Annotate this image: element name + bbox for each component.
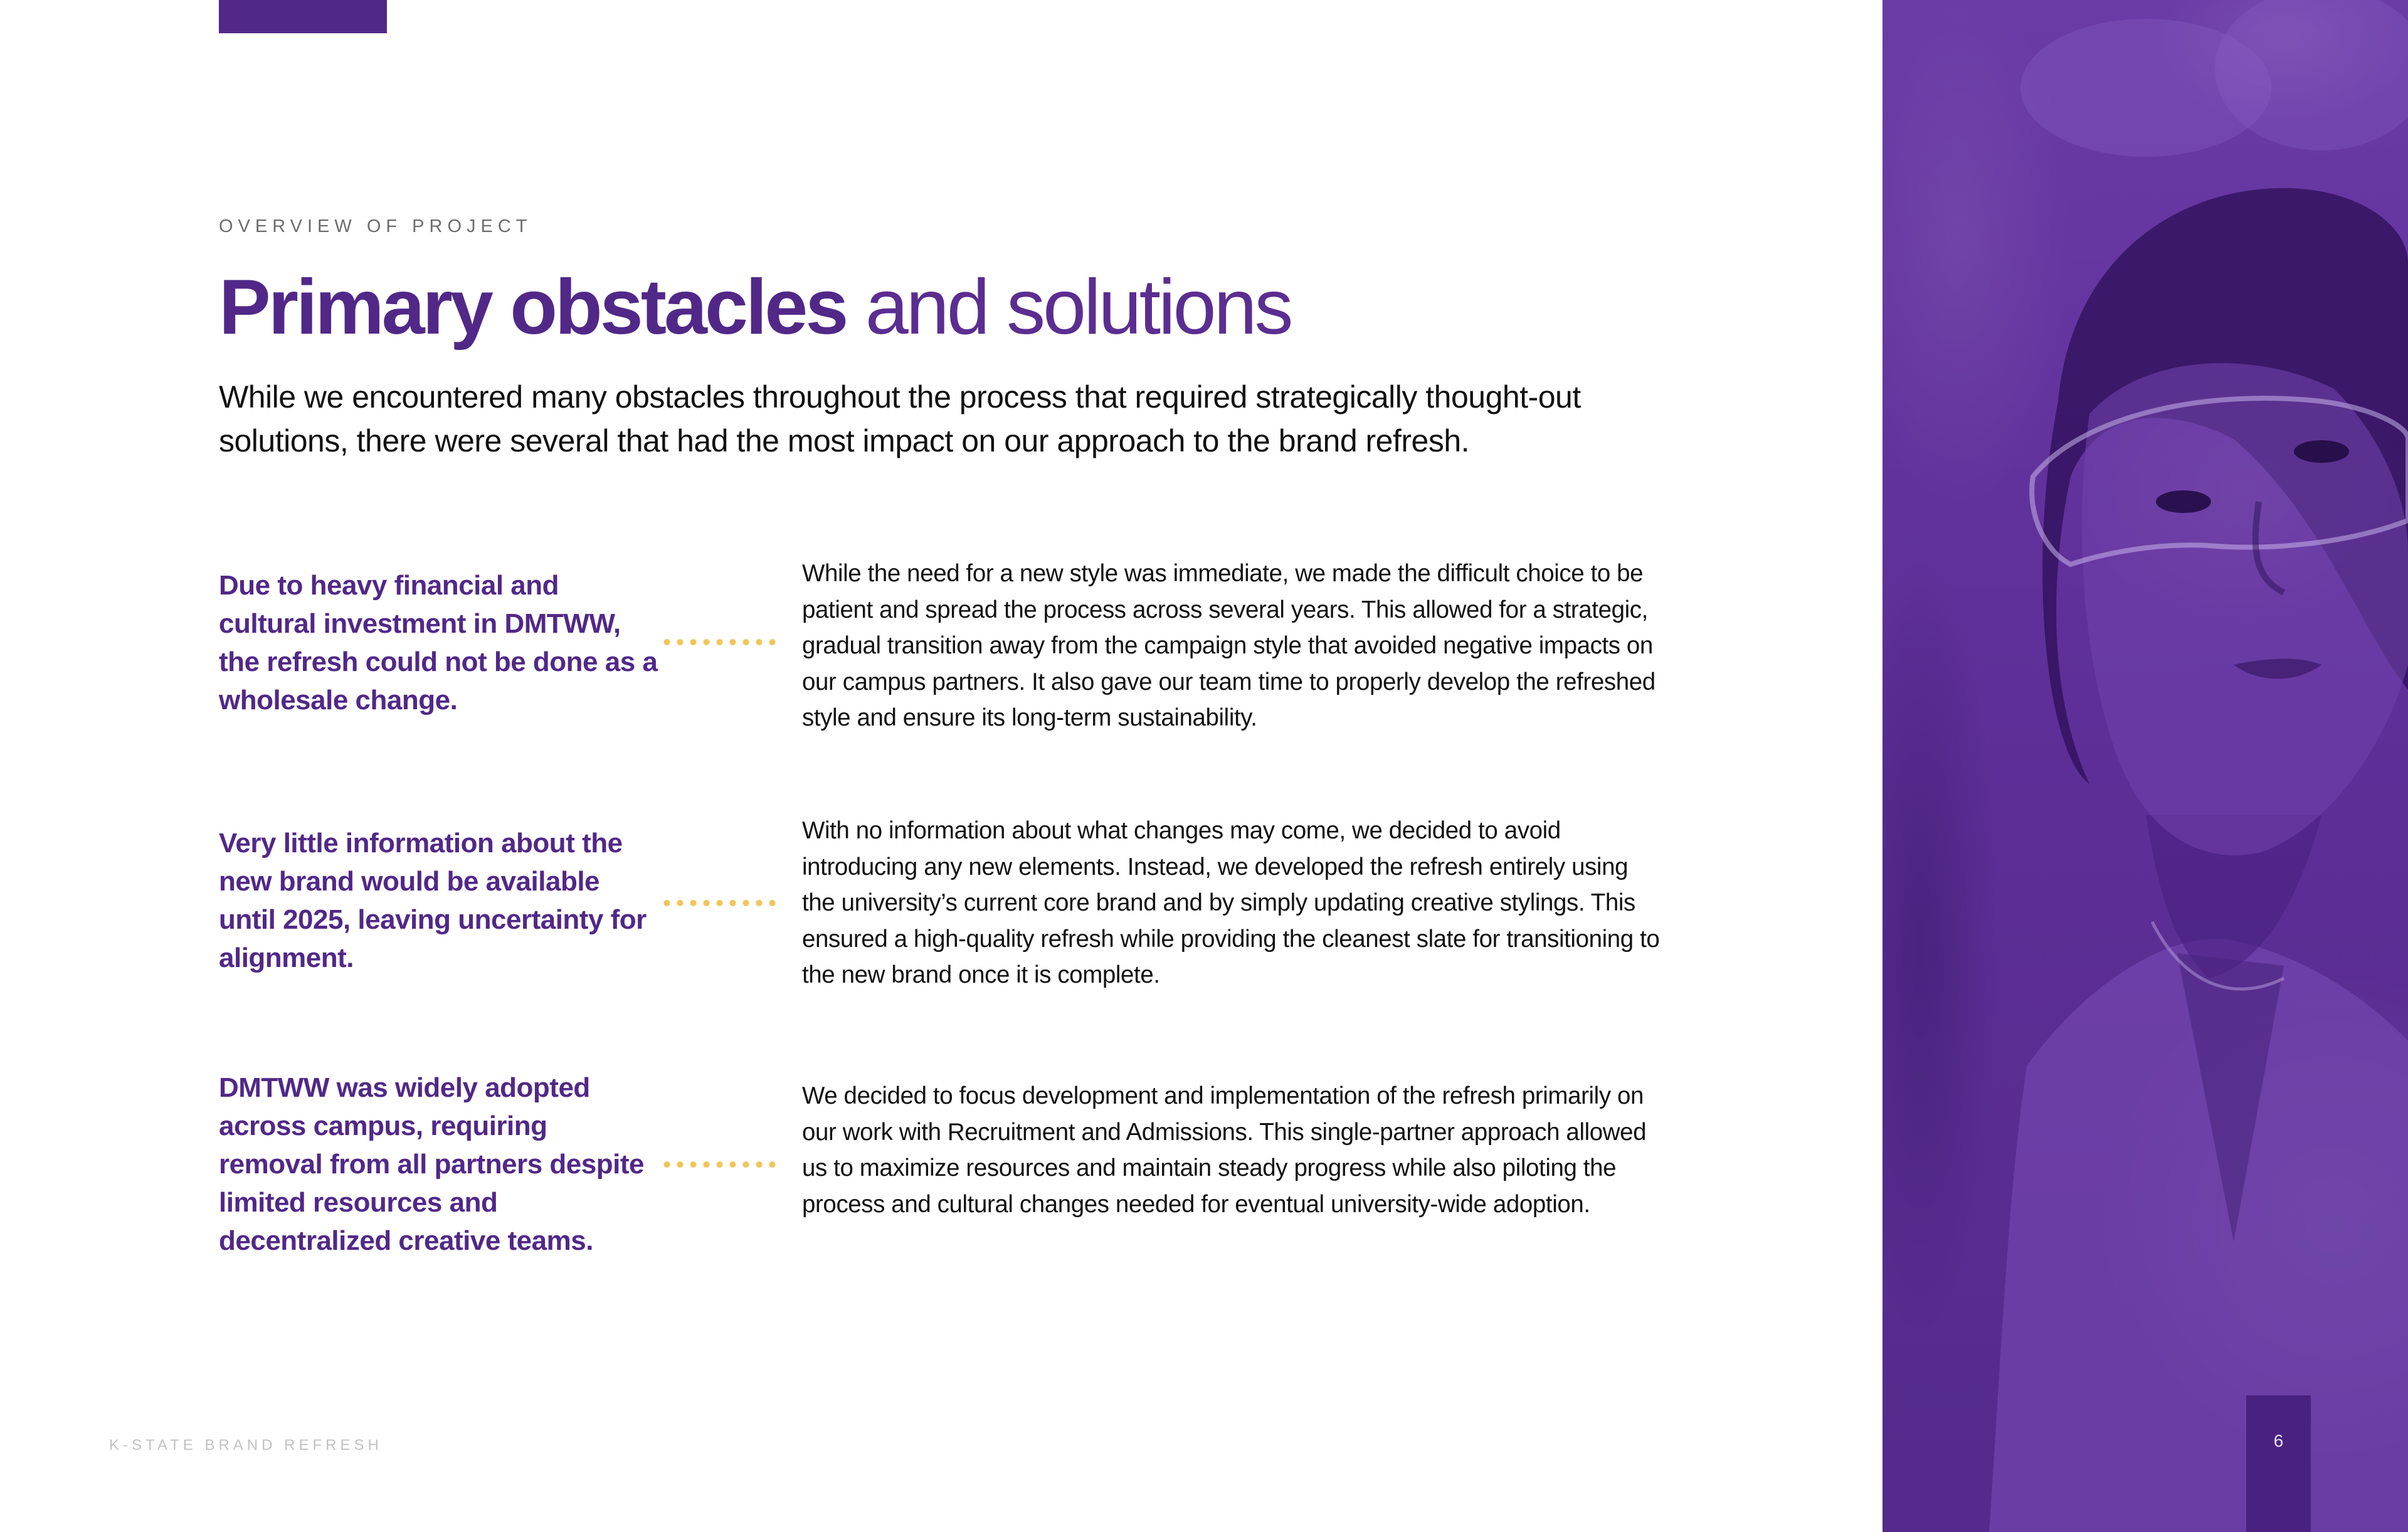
page-title-light: and solutions (865, 264, 1291, 351)
page-title-bold: Primary obstacles (219, 264, 847, 351)
solution-text: We decided to focus development and implementation of the refresh primarily on our work with Recruitment and Admissions. This single-partner approach allowed us to maximize resources and maintain steady progress while also piloting the process and cultural changes needed for eventual university-wide adoption. (802, 1082, 1647, 1218)
dotted-connector (660, 639, 779, 645)
scientist-photo (1883, 0, 2408, 1532)
page-title (219, 254, 1291, 361)
obstacle-text: Due to heavy financial and cultural investment in DMTWW, the refresh could not be done as a wholesale change. (219, 570, 658, 716)
footer-label: K-STATE BRAND REFRESH (109, 1437, 383, 1454)
obstacle-text: Very little information about the new brand would be available until 2025, leaving uncertainty for alignment. (219, 828, 647, 973)
solution-text: While the need for a new style was immediate, we made the difficult choice to be patient and spread the process across several years. This allowed for a strategic, gradual transition away from the campaign style that avoided negative impacts on our campus partners. It also gave our team time to properly develop the refreshed style and ensure its long-term sustainability. (802, 560, 1656, 731)
dotted-connector (660, 1161, 779, 1168)
page-number: 6 (2273, 1431, 2284, 1450)
solution-text: With no information about what changes may come, we decided to avoid introducing any new elements. Instead, we developed the refresh entirely using the university’s current core brand and by simply updating creative stylings. This ensured a high-quality refresh while providing the cleanest slate for transitioning to the new brand once it is complete. (802, 817, 1660, 988)
dotted-connector (660, 900, 779, 906)
page-number-tab (2246, 1395, 2311, 1532)
scientist-illustration (1883, 0, 2408, 1532)
top-accent-tab (219, 0, 387, 33)
section-eyebrow: OVERVIEW OF PROJECT (219, 216, 532, 236)
intro-paragraph: While we encountered many obstacles throughout the process that required strategically thought-out solutions, there were several that had the most impact on our approach to the brand refresh. (219, 379, 1581, 458)
obstacle-text: DMTWW was widely adopted across campus, requiring removal from all partners despite limited resources and decentralized creative teams. (219, 1072, 644, 1256)
